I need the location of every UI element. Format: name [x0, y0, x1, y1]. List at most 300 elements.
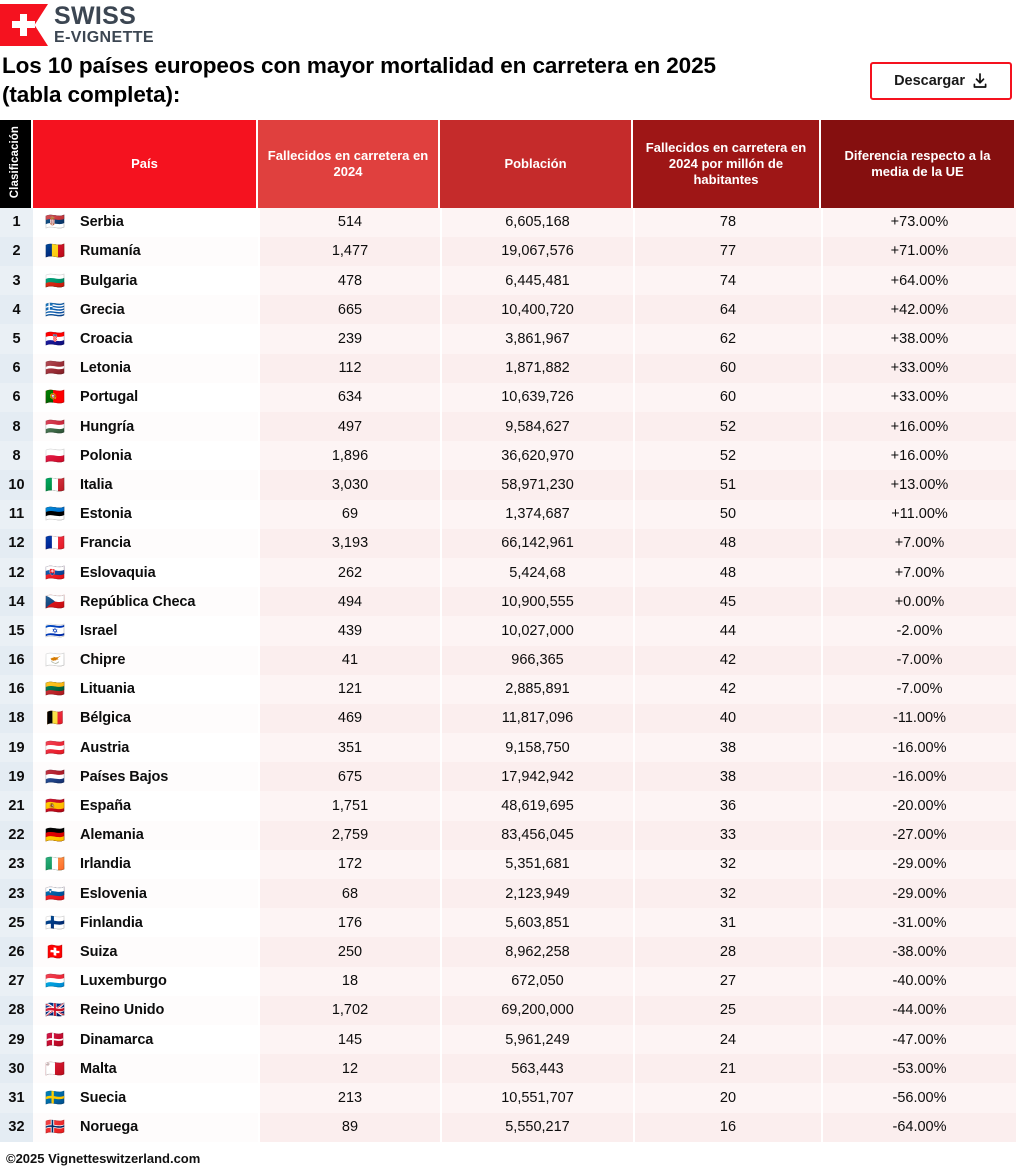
country-name: Irlandia: [80, 856, 131, 873]
cell-rank: 5: [0, 324, 33, 353]
cell-eu-difference: +0.00%: [821, 587, 1016, 616]
country-cell: [41, 766, 250, 786]
country-name: Israel: [80, 622, 118, 639]
cell-population: 10,639,726: [440, 383, 633, 412]
table-row: [0, 383, 1016, 412]
cell-country: [33, 412, 258, 441]
download-icon: [972, 73, 988, 89]
flag-icon: 🇧🇬: [45, 270, 65, 290]
cell-country: [33, 558, 258, 587]
country-name: Italia: [80, 476, 113, 493]
cell-country: [33, 383, 258, 412]
cell-rank: 8: [0, 441, 33, 470]
logo-wordmark: [54, 4, 154, 46]
cell-country: [33, 675, 258, 704]
cell-country: [33, 762, 258, 791]
cell-deaths-per-million: 33: [633, 821, 821, 850]
cell-rank: 3: [0, 266, 33, 295]
cell-eu-difference: -44.00%: [821, 996, 1016, 1025]
cell-population: 5,424,68: [440, 558, 633, 587]
download-button[interactable]: [870, 62, 1012, 100]
cell-deaths-per-million: 42: [633, 675, 821, 704]
cell-deaths: 41: [258, 646, 440, 675]
country-name: Austria: [80, 739, 130, 756]
cell-deaths-per-million: 28: [633, 937, 821, 966]
table-row: [0, 996, 1016, 1025]
flag-icon: 🇮🇱: [45, 620, 65, 640]
cell-deaths: 69: [258, 500, 440, 529]
country-cell: [41, 1002, 250, 1018]
cell-deaths-per-million: 42: [633, 646, 821, 675]
cell-rank: 12: [0, 558, 33, 587]
column-header-rank[interactable]: [0, 120, 33, 208]
country-name: Finlandia: [80, 914, 143, 931]
cell-deaths: 121: [258, 675, 440, 704]
cell-rank: 19: [0, 733, 33, 762]
flag-icon: 🇲🇹: [45, 1058, 65, 1078]
country-name: Polonia: [80, 447, 132, 464]
flag-icon: 🇬🇧: [45, 1000, 65, 1020]
country-name: Países Bajos: [80, 768, 169, 785]
cell-deaths: 1,477: [258, 237, 440, 266]
cell-population: 19,067,576: [440, 237, 633, 266]
cell-eu-difference: +42.00%: [821, 295, 1016, 324]
flag-icon: 🇸🇪: [45, 1087, 65, 1107]
cell-population: 5,961,249: [440, 1025, 633, 1054]
column-header-deaths[interactable]: Fallecidos en carretera en 2024: [258, 120, 440, 208]
flag-icon: 🇱🇺: [45, 971, 65, 991]
country-name: Malta: [80, 1060, 117, 1077]
cell-eu-difference: -27.00%: [821, 821, 1016, 850]
table-row: [0, 354, 1016, 383]
cell-deaths-per-million: 38: [633, 762, 821, 791]
cell-deaths-per-million: 77: [633, 237, 821, 266]
country-cell: [41, 535, 250, 551]
cell-deaths: 675: [258, 762, 440, 791]
flag-icon: 🇮🇪: [45, 854, 65, 874]
column-header-eu-difference[interactable]: Diferencia respecto a la media de la UE: [821, 120, 1016, 208]
cell-rank: 21: [0, 791, 33, 820]
cell-deaths-per-million: 21: [633, 1054, 821, 1083]
cell-deaths: 3,030: [258, 470, 440, 499]
page-title: Los 10 países europeos con mayor mortalidad en carretera en 2025 (tabla completa):: [2, 53, 716, 107]
cell-population: 1,871,882: [440, 354, 633, 383]
cell-deaths-per-million: 52: [633, 412, 821, 441]
cell-deaths-per-million: 74: [633, 266, 821, 295]
cell-deaths: 1,896: [258, 441, 440, 470]
cell-deaths-per-million: 48: [633, 558, 821, 587]
cell-rank: 28: [0, 996, 33, 1025]
table-row: [0, 558, 1016, 587]
table-row: [0, 412, 1016, 441]
flag-icon: 🇪🇪: [45, 504, 65, 524]
cell-country: [33, 529, 258, 558]
logo[interactable]: [0, 4, 154, 46]
country-cell: [41, 883, 250, 903]
cell-deaths: 665: [258, 295, 440, 324]
cell-rank: 32: [0, 1113, 33, 1142]
cell-eu-difference: -11.00%: [821, 704, 1016, 733]
cell-deaths-per-million: 27: [633, 967, 821, 996]
flag-icon: 🇩🇪: [45, 825, 65, 845]
table-row: [0, 821, 1016, 850]
table-header: [0, 120, 1016, 208]
cell-deaths: 2,759: [258, 821, 440, 850]
cell-rank: 6: [0, 383, 33, 412]
cell-country: [33, 879, 258, 908]
cell-deaths-per-million: 38: [633, 733, 821, 762]
cell-eu-difference: -64.00%: [821, 1113, 1016, 1142]
table-row: [0, 850, 1016, 879]
country-name: Estonia: [80, 506, 132, 523]
cell-country: [33, 908, 258, 937]
country-cell: [41, 562, 250, 582]
cell-population: 8,962,258: [440, 937, 633, 966]
cell-deaths: 12: [258, 1054, 440, 1083]
cell-deaths: 514: [258, 208, 440, 237]
cell-deaths-per-million: 50: [633, 500, 821, 529]
cell-population: 966,365: [440, 646, 633, 675]
cell-country: [33, 208, 258, 237]
cell-rank: 10: [0, 470, 33, 499]
cell-deaths: 18: [258, 967, 440, 996]
footer-copyright: ©2025 Vignetteswitzerland.com: [6, 1150, 201, 1166]
cell-country: [33, 791, 258, 820]
flag-icon: 🇸🇮: [45, 883, 65, 903]
country-cell: [41, 445, 250, 465]
country-name: Serbia: [80, 214, 124, 231]
cell-population: 5,351,681: [440, 850, 633, 879]
cell-deaths: 213: [258, 1083, 440, 1112]
cell-country: [33, 1083, 258, 1112]
country-cell: [41, 389, 250, 405]
cell-population: 36,620,970: [440, 441, 633, 470]
cell-deaths: 351: [258, 733, 440, 762]
country-cell: [41, 1119, 250, 1135]
country-name: Chipre: [80, 652, 126, 669]
cell-deaths: 1,751: [258, 791, 440, 820]
cell-rank: 22: [0, 821, 33, 850]
country-cell: [41, 652, 250, 668]
country-name: Suecia: [80, 1089, 127, 1106]
country-cell: [41, 1029, 250, 1049]
cell-rank: 6: [0, 354, 33, 383]
cell-rank: 29: [0, 1025, 33, 1054]
flag-icon: 🇨🇾: [45, 650, 65, 670]
cell-eu-difference: +16.00%: [821, 412, 1016, 441]
cell-population: 2,123,949: [440, 879, 633, 908]
cell-population: 66,142,961: [440, 529, 633, 558]
country-name: Bulgaria: [80, 272, 138, 289]
cell-country: [33, 1113, 258, 1142]
cell-population: 83,456,045: [440, 821, 633, 850]
table-row: [0, 441, 1016, 470]
cell-rank: 31: [0, 1083, 33, 1112]
country-cell: [41, 912, 250, 932]
cell-deaths: 1,702: [258, 996, 440, 1025]
country-name: Suiza: [80, 943, 118, 960]
cell-eu-difference: -2.00%: [821, 616, 1016, 645]
cell-country: [33, 616, 258, 645]
flag-icon: 🇪🇸: [45, 796, 65, 816]
cell-country: [33, 1025, 258, 1054]
table-row: [0, 587, 1016, 616]
table-row: [0, 324, 1016, 353]
flag-icon: 🇷🇴: [45, 241, 65, 261]
cell-rank: 15: [0, 616, 33, 645]
brand-header: [0, 0, 1016, 46]
cell-country: [33, 500, 258, 529]
cell-rank: 18: [0, 704, 33, 733]
cell-rank: 11: [0, 500, 33, 529]
cell-deaths: 176: [258, 908, 440, 937]
cell-population: 58,971,230: [440, 470, 633, 499]
table-body: [0, 208, 1016, 1142]
column-header-deaths-per-million[interactable]: Fallecidos en carretera en 2024 por millón de habitantes: [633, 120, 821, 208]
country-name: Reino Unido: [80, 1002, 165, 1019]
cell-deaths: 469: [258, 704, 440, 733]
country-cell: [41, 360, 250, 376]
cell-rank: 4: [0, 295, 33, 324]
cell-rank: 8: [0, 412, 33, 441]
flag-icon: 🇨🇭: [45, 941, 65, 961]
column-header-rank-label: Clasificación: [9, 125, 22, 198]
cell-country: [33, 587, 258, 616]
column-header-population[interactable]: Población: [440, 120, 633, 208]
cell-country: [33, 237, 258, 266]
cell-deaths: 112: [258, 354, 440, 383]
country-cell: [41, 827, 250, 843]
cell-eu-difference: -16.00%: [821, 733, 1016, 762]
cell-rank: 16: [0, 675, 33, 704]
cell-deaths-per-million: 44: [633, 616, 821, 645]
cell-eu-difference: -40.00%: [821, 967, 1016, 996]
cell-population: 6,605,168: [440, 208, 633, 237]
cell-deaths: 3,193: [258, 529, 440, 558]
cell-deaths: 634: [258, 383, 440, 412]
cell-rank: 2: [0, 237, 33, 266]
flag-icon: 🇱🇹: [45, 679, 65, 699]
cell-rank: 23: [0, 850, 33, 879]
flag-icon: 🇧🇪: [45, 708, 65, 728]
country-name: Noruega: [80, 1119, 139, 1136]
logo-line-2: E-VIGNETTE: [54, 29, 155, 46]
cell-deaths-per-million: 24: [633, 1025, 821, 1054]
table-row: [0, 237, 1016, 266]
cell-population: 1,374,687: [440, 500, 633, 529]
cell-deaths-per-million: 45: [633, 587, 821, 616]
country-cell: [41, 506, 250, 522]
cell-population: 9,158,750: [440, 733, 633, 762]
cell-rank: 16: [0, 646, 33, 675]
flag-icon: 🇬🇷: [45, 299, 65, 319]
cell-country: [33, 821, 258, 850]
cell-deaths: 239: [258, 324, 440, 353]
cell-country: [33, 1054, 258, 1083]
cell-country: [33, 996, 258, 1025]
cell-deaths-per-million: 78: [633, 208, 821, 237]
cell-deaths: 68: [258, 879, 440, 908]
cell-rank: 30: [0, 1054, 33, 1083]
table-row: [0, 1083, 1016, 1112]
flag-icon: 🇱🇻: [45, 358, 65, 378]
cell-country: [33, 967, 258, 996]
flag-icon: 🇮🇹: [45, 474, 65, 494]
cell-country: [33, 266, 258, 295]
country-cell: [41, 941, 250, 961]
cell-rank: 19: [0, 762, 33, 791]
flag-icon: 🇸🇰: [45, 562, 65, 582]
table-row: [0, 295, 1016, 324]
cell-eu-difference: +7.00%: [821, 529, 1016, 558]
cell-population: 11,817,096: [440, 704, 633, 733]
country-name: Eslovenia: [80, 885, 147, 902]
country-name: Hungría: [80, 418, 135, 435]
cell-eu-difference: +33.00%: [821, 383, 1016, 412]
table-row: [0, 675, 1016, 704]
flag-icon: 🇫🇷: [45, 533, 65, 553]
table-row: [0, 937, 1016, 966]
cell-country: [33, 850, 258, 879]
table-row: [0, 529, 1016, 558]
cell-population: 5,550,217: [440, 1113, 633, 1142]
cell-eu-difference: -31.00%: [821, 908, 1016, 937]
country-name: Bélgica: [80, 710, 131, 727]
cell-population: 563,443: [440, 1054, 633, 1083]
cell-eu-difference: -38.00%: [821, 937, 1016, 966]
country-cell: [41, 1058, 250, 1078]
cell-eu-difference: +11.00%: [821, 500, 1016, 529]
cell-eu-difference: -29.00%: [821, 850, 1016, 879]
cell-population: 5,603,851: [440, 908, 633, 937]
table-row: [0, 470, 1016, 499]
cell-deaths: 172: [258, 850, 440, 879]
cell-deaths-per-million: 60: [633, 354, 821, 383]
cell-eu-difference: +64.00%: [821, 266, 1016, 295]
cell-eu-difference: -29.00%: [821, 879, 1016, 908]
cell-population: 48,619,695: [440, 791, 633, 820]
cell-deaths-per-million: 52: [633, 441, 821, 470]
cell-country: [33, 324, 258, 353]
cell-deaths-per-million: 36: [633, 791, 821, 820]
country-cell: [41, 856, 250, 872]
table-row: [0, 762, 1016, 791]
table-row: [0, 1025, 1016, 1054]
cell-eu-difference: +13.00%: [821, 470, 1016, 499]
cell-country: [33, 733, 258, 762]
cell-rank: 25: [0, 908, 33, 937]
table-header-row: [0, 120, 1016, 208]
country-cell: [41, 973, 250, 989]
road-mortality-table: [0, 120, 1016, 1142]
cell-deaths-per-million: 20: [633, 1083, 821, 1112]
cell-country: [33, 295, 258, 324]
cell-eu-difference: +73.00%: [821, 208, 1016, 237]
flag-icon: 🇭🇺: [45, 416, 65, 436]
country-name: Lituania: [80, 681, 135, 698]
cell-rank: 23: [0, 879, 33, 908]
country-name: Letonia: [80, 360, 131, 377]
cell-eu-difference: -7.00%: [821, 675, 1016, 704]
cell-population: 10,400,720: [440, 295, 633, 324]
cell-deaths-per-million: 48: [633, 529, 821, 558]
cell-deaths: 262: [258, 558, 440, 587]
cell-population: 10,551,707: [440, 1083, 633, 1112]
country-cell: [41, 243, 250, 259]
cell-deaths-per-million: 32: [633, 850, 821, 879]
column-header-country[interactable]: País: [33, 120, 258, 208]
cell-population: 2,885,891: [440, 675, 633, 704]
country-name: Dinamarca: [80, 1031, 154, 1048]
title-row: [0, 46, 1016, 110]
table-row: [0, 791, 1016, 820]
flag-icon: 🇦🇹: [45, 737, 65, 757]
cell-rank: 26: [0, 937, 33, 966]
cell-population: 17,942,942: [440, 762, 633, 791]
table-row: [0, 704, 1016, 733]
download-button-label: Descargar: [894, 73, 965, 89]
cell-population: 10,900,555: [440, 587, 633, 616]
country-name: Francia: [80, 535, 131, 552]
table-row: [0, 616, 1016, 645]
cell-rank: 14: [0, 587, 33, 616]
cell-deaths: 497: [258, 412, 440, 441]
country-name: Alemania: [80, 827, 144, 844]
cell-population: 6,445,481: [440, 266, 633, 295]
cell-rank: 12: [0, 529, 33, 558]
table-row: [0, 879, 1016, 908]
cell-deaths-per-million: 60: [633, 383, 821, 412]
cell-rank: 27: [0, 967, 33, 996]
country-name: Croacia: [80, 331, 133, 348]
table-row: [0, 208, 1016, 237]
flag-icon: 🇨🇿: [45, 591, 65, 611]
country-name: Luxemburgo: [80, 973, 167, 990]
table-row: [0, 1054, 1016, 1083]
cell-deaths-per-million: 64: [633, 295, 821, 324]
table-row: [0, 1113, 1016, 1142]
swiss-cross-horizontal: [12, 21, 35, 28]
cell-population: 9,584,627: [440, 412, 633, 441]
cell-rank: 1: [0, 208, 33, 237]
cell-deaths-per-million: 16: [633, 1113, 821, 1142]
country-cell: [41, 737, 250, 757]
country-cell: [41, 681, 250, 697]
country-name: Eslovaquia: [80, 564, 156, 581]
table-row: [0, 646, 1016, 675]
country-cell: [41, 331, 250, 347]
flag-icon: 🇳🇴: [45, 1117, 65, 1137]
country-cell: [41, 214, 250, 230]
swiss-flag-icon: [0, 4, 48, 46]
cell-deaths: 494: [258, 587, 440, 616]
cell-eu-difference: -53.00%: [821, 1054, 1016, 1083]
country-cell: [41, 620, 250, 640]
cell-country: [33, 704, 258, 733]
cell-deaths: 145: [258, 1025, 440, 1054]
logo-line-1: SWISS: [54, 2, 137, 30]
table-row: [0, 967, 1016, 996]
country-cell: [41, 591, 250, 611]
country-name: República Checa: [80, 593, 196, 610]
cell-eu-difference: +38.00%: [821, 324, 1016, 353]
cell-deaths-per-million: 62: [633, 324, 821, 353]
table-row: [0, 500, 1016, 529]
country-cell: [41, 270, 250, 290]
cell-deaths-per-million: 51: [633, 470, 821, 499]
flag-icon: 🇵🇱: [45, 445, 65, 465]
table-row: [0, 908, 1016, 937]
